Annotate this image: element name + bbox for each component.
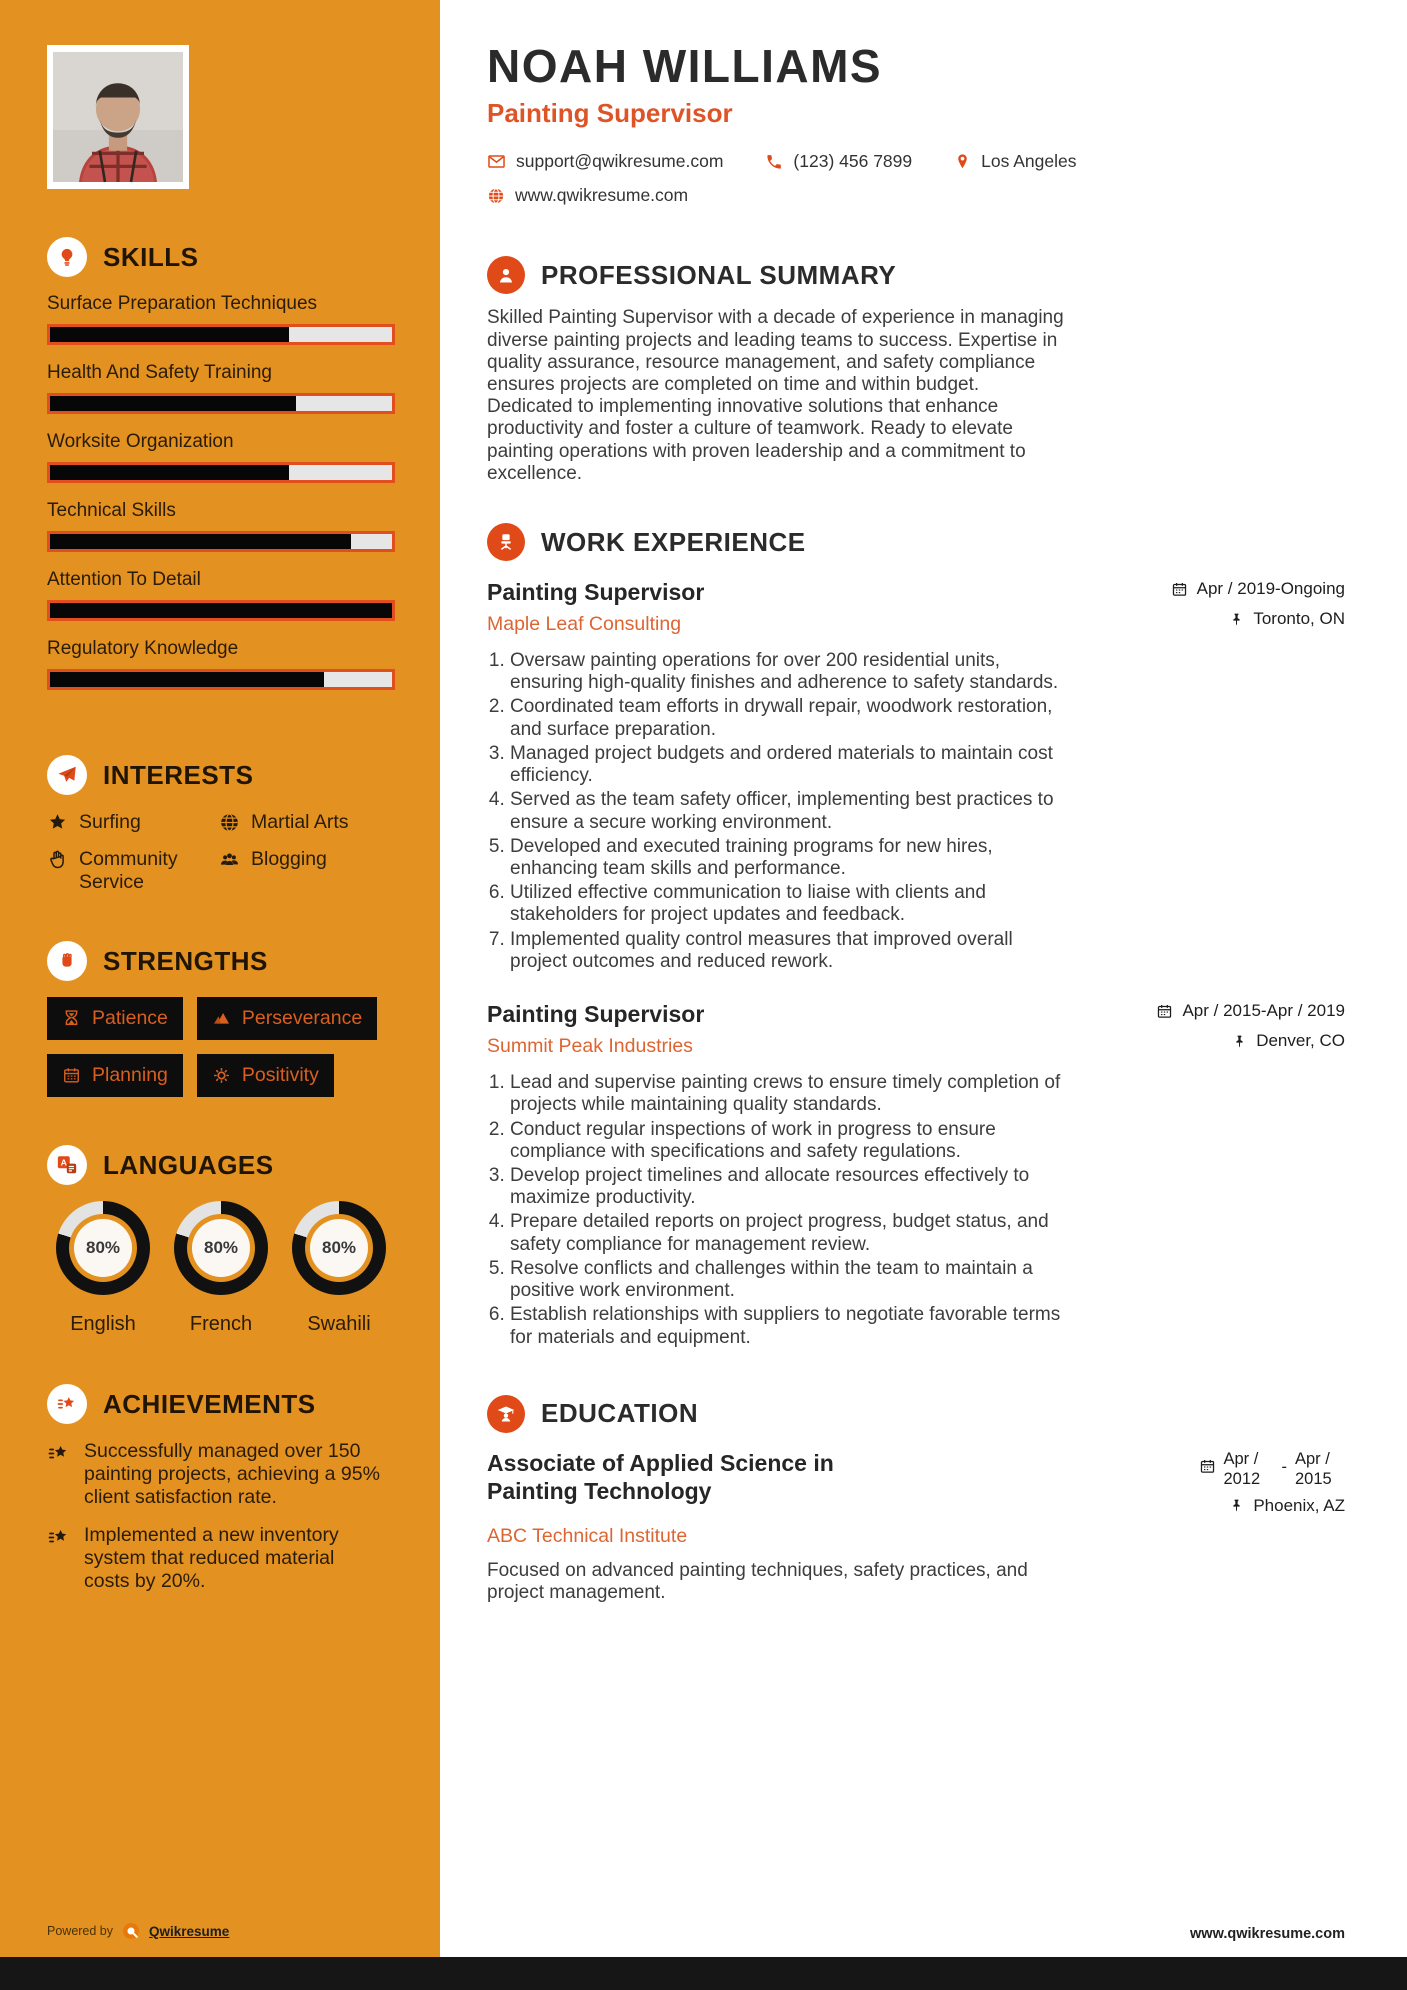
website-row [487,185,1345,206]
pushpin-icon [1232,1034,1247,1049]
strengths-section [47,941,395,1097]
calendar-icon [1199,1458,1216,1475]
shooting-star-icon [47,1384,87,1424]
language-item [165,1201,277,1336]
skill-bar [47,531,395,552]
contact-row [487,151,1345,172]
profile-photo [47,45,189,189]
achievement-item [47,1524,395,1593]
bullet-item: 5. Developed and executed training programs for new hires, enhancing team skills and performance. [510,836,1065,880]
skill-bar-fill [50,534,351,549]
job-date: Apr / 2019-Ongoing [1196,579,1345,599]
hourglass-icon [62,1009,81,1028]
skill-label: Health And Safety Training [47,362,272,383]
skill-bar [47,393,395,414]
calendar-icon [1156,1003,1173,1020]
job-entry [487,579,1345,973]
education-start-date: Apr / 2012 [1223,1449,1261,1489]
language-label: English [70,1313,136,1336]
language-progress-ring [174,1201,268,1295]
bullet-item: 6. Establish relationships with suppliers to negotiate favorable terms for materials and equipment. [510,1304,1065,1348]
job-bullet-list [487,1072,1065,1349]
office-chair-icon [487,523,525,561]
achievements-section [47,1384,395,1608]
interest-item [219,848,395,893]
job-location: Denver, CO [1256,1031,1345,1051]
language-percent: 80% [310,1219,368,1277]
language-item [283,1201,395,1336]
pushpin-icon [1229,1498,1244,1513]
skill-bar-fill [50,603,392,618]
skill-item [47,569,395,621]
interest-item [47,848,217,893]
skill-item [47,293,395,345]
website-contact[interactable] [487,185,688,206]
skill-bar-fill [50,672,324,687]
language-percent: 80% [74,1219,132,1277]
globe-icon [219,812,240,833]
job-title: Painting Supervisor [487,579,705,606]
job-bullet-list [487,650,1065,973]
phone-text: (123) 456 7899 [793,151,913,172]
skill-bar [47,669,395,690]
skill-bar-fill [50,396,296,411]
language-progress-ring [56,1201,150,1295]
person-icon [487,256,525,294]
envelope-icon [487,152,506,171]
interests-title: INTERESTS [103,759,254,790]
education-end-date: Apr / 2015 [1295,1449,1332,1489]
bullet-item: 5. Resolve conflicts and challenges within the team to maintain a positive work environment. [510,1258,1065,1302]
job-company: Summit Peak Industries [487,1035,693,1058]
bottom-bar [0,1957,1407,1990]
powered-by-label: Powered by [47,1924,114,1938]
website-text: www.qwikresume.com [515,185,689,206]
strength-label: Planning [92,1064,168,1087]
education-location: Phoenix, AZ [1253,1495,1345,1515]
pushpin-icon [1229,612,1244,627]
strength-badge [197,997,377,1040]
interest-item [47,811,217,833]
degree-name: Associate of Applied Science in Painting Technology [487,1449,834,1505]
bullet-item: 6. Utilized effective communication to liaise with clients and stakeholders for project updates and feedback. [510,882,1065,926]
strength-label: Perseverance [241,1007,363,1030]
strengths-title: STRENGTHS [103,945,268,976]
interest-label: Blogging [251,848,327,871]
graduate-icon [487,1395,525,1433]
job-date: Apr / 2015-Apr / 2019 [1182,1001,1345,1021]
bullet-item: 3. Develop project timelines and allocate resources effectively to maximize productivity. [510,1165,1065,1209]
shooting-star-icon [47,1442,71,1466]
bullet-item: 3. Managed project budgets and ordered materials to maintain cost efficiency. [510,743,1065,787]
qwikresume-logo-icon [121,1921,141,1941]
strength-badge [47,997,183,1040]
skill-label: Technical Skills [47,500,176,521]
person-job-title: Painting Supervisor [487,98,733,129]
job-title: Painting Supervisor [487,1001,705,1028]
strength-badge [47,1054,183,1097]
skill-item [47,431,395,483]
summary-section [487,256,1345,485]
skills-section [47,237,395,707]
work-experience-title: WORK EXPERIENCE [541,526,806,557]
bullet-item: 2. Conduct regular inspections of work in progress to ensure compliance with specifications and safety regulations. [510,1119,1065,1163]
bullet-item: 4. Prepare detailed reports on project progress, budget status, and safety compliance for management review. [510,1211,1065,1255]
skill-bar [47,324,395,345]
calendar-icon [62,1066,81,1085]
education-dates [1199,1449,1346,1490]
bullet-item: 2. Coordinated team efforts in drywall repair, woodwork restoration, and surface preparation. [510,696,1065,740]
footer-website-link[interactable]: www.qwikresume.com [1190,1926,1345,1942]
phone-icon [765,153,783,171]
language-item [47,1201,159,1336]
skill-label: Regulatory Knowledge [47,638,239,659]
users-icon [219,849,240,870]
languages-title: LANGUAGES [103,1149,274,1180]
interest-item [219,811,395,833]
skills-title: SKILLS [103,241,199,272]
achievements-title: ACHIEVEMENTS [103,1388,316,1419]
education-title: EDUCATION [541,1398,699,1429]
translate-icon [47,1145,87,1185]
shooting-star-icon [47,1526,71,1550]
lightbulb-icon [47,237,87,277]
job-company: Maple Leaf Consulting [487,613,682,636]
mountain-icon [212,1009,231,1028]
achievement-text: Implemented a new inventory system that reduced material costs by 20%. [84,1524,339,1593]
achievement-item [47,1440,395,1509]
job-entry [487,1001,1345,1349]
main-content [440,0,1407,1957]
achievement-text: Successfully managed over 150 painting projects, achieving a 95% client satisfaction rate. [84,1440,380,1509]
skill-bar [47,600,395,621]
school-name: ABC Technical Institute [487,1524,688,1547]
strength-label: Patience [92,1007,168,1030]
profile-photo-illustration [53,51,183,183]
hand-icon [47,849,68,870]
website-globe-icon [487,187,505,205]
interests-section [47,755,395,893]
email-contact[interactable] [487,151,723,172]
interest-label: Community Service [79,848,178,893]
interest-label: Martial Arts [251,811,349,833]
skill-item [47,638,395,690]
language-percent: 80% [192,1219,250,1277]
star-icon [47,812,68,833]
education-description: Focused on advanced painting techniques, safety practices, and project management. [487,1559,1028,1604]
sidebar-footer [47,1921,395,1957]
bullet-item: 7. Implemented quality control measures that improved overall project outcomes and reduced rework. [510,929,1065,973]
summary-text: Skilled Painting Supervisor with a decade of experience in managing diverse painting projects and leading teams to success. Expertise in quality assurance, resource management, and safety compliance ensures projects are completed on time and within budget. Dedicated to implementing innovative solutions that enhance productivity and foster a culture of teamwork. Ready to elevate painting operations with proven leadership and a commitment to excellence. [487,307,1064,484]
bullet-item: 4. Served as the team safety officer, implementing best practices to ensure a secure working environment. [510,789,1065,833]
skill-label: Worksite Organization [47,431,234,452]
strength-label: Positivity [241,1064,319,1087]
education-location-row [1199,1496,1346,1516]
skill-bar-fill [50,465,289,480]
skill-item [47,362,395,414]
language-label: French [189,1313,253,1336]
skill-label: Attention To Detail [47,569,201,590]
interest-label: Surfing [79,811,141,833]
fist-icon [47,941,87,981]
skill-label: Surface Preparation Techniques [47,293,318,314]
gear-icon [212,1066,231,1085]
map-pin-icon [954,153,971,170]
sidebar [0,0,440,1957]
strength-badge [197,1054,334,1097]
work-experience-section [487,523,1345,1351]
location-contact [954,151,1076,172]
language-label: Swahili [307,1313,371,1336]
location-text: Los Angeles [981,151,1077,172]
job-location: Toronto, ON [1253,609,1345,629]
phone-contact[interactable] [765,151,912,172]
education-section [487,1395,1345,1605]
qwikresume-brand-link[interactable]: Qwikresume [149,1923,230,1939]
person-name: NOAH WILLIAMS [487,40,883,92]
skill-bar-fill [50,327,289,342]
paper-plane-icon [47,755,87,795]
svg-text:A: A [60,1157,67,1168]
bullet-item: 1. Oversaw painting operations for over 200 residential units, ensuring high-quality finishes and adherence to safety standards. [510,650,1065,694]
language-progress-ring [292,1201,386,1295]
skill-bar [47,462,395,483]
summary-title: PROFESSIONAL SUMMARY [541,259,897,290]
languages-section [47,1145,395,1336]
skill-item [47,500,395,552]
calendar-icon [1171,581,1188,598]
email-text: support@qwikresume.com [516,151,724,172]
bullet-item: 1. Lead and supervise painting crews to ensure timely completion of projects while maintaining quality standards. [510,1072,1065,1116]
education-date-separator: - [1281,1457,1287,1476]
